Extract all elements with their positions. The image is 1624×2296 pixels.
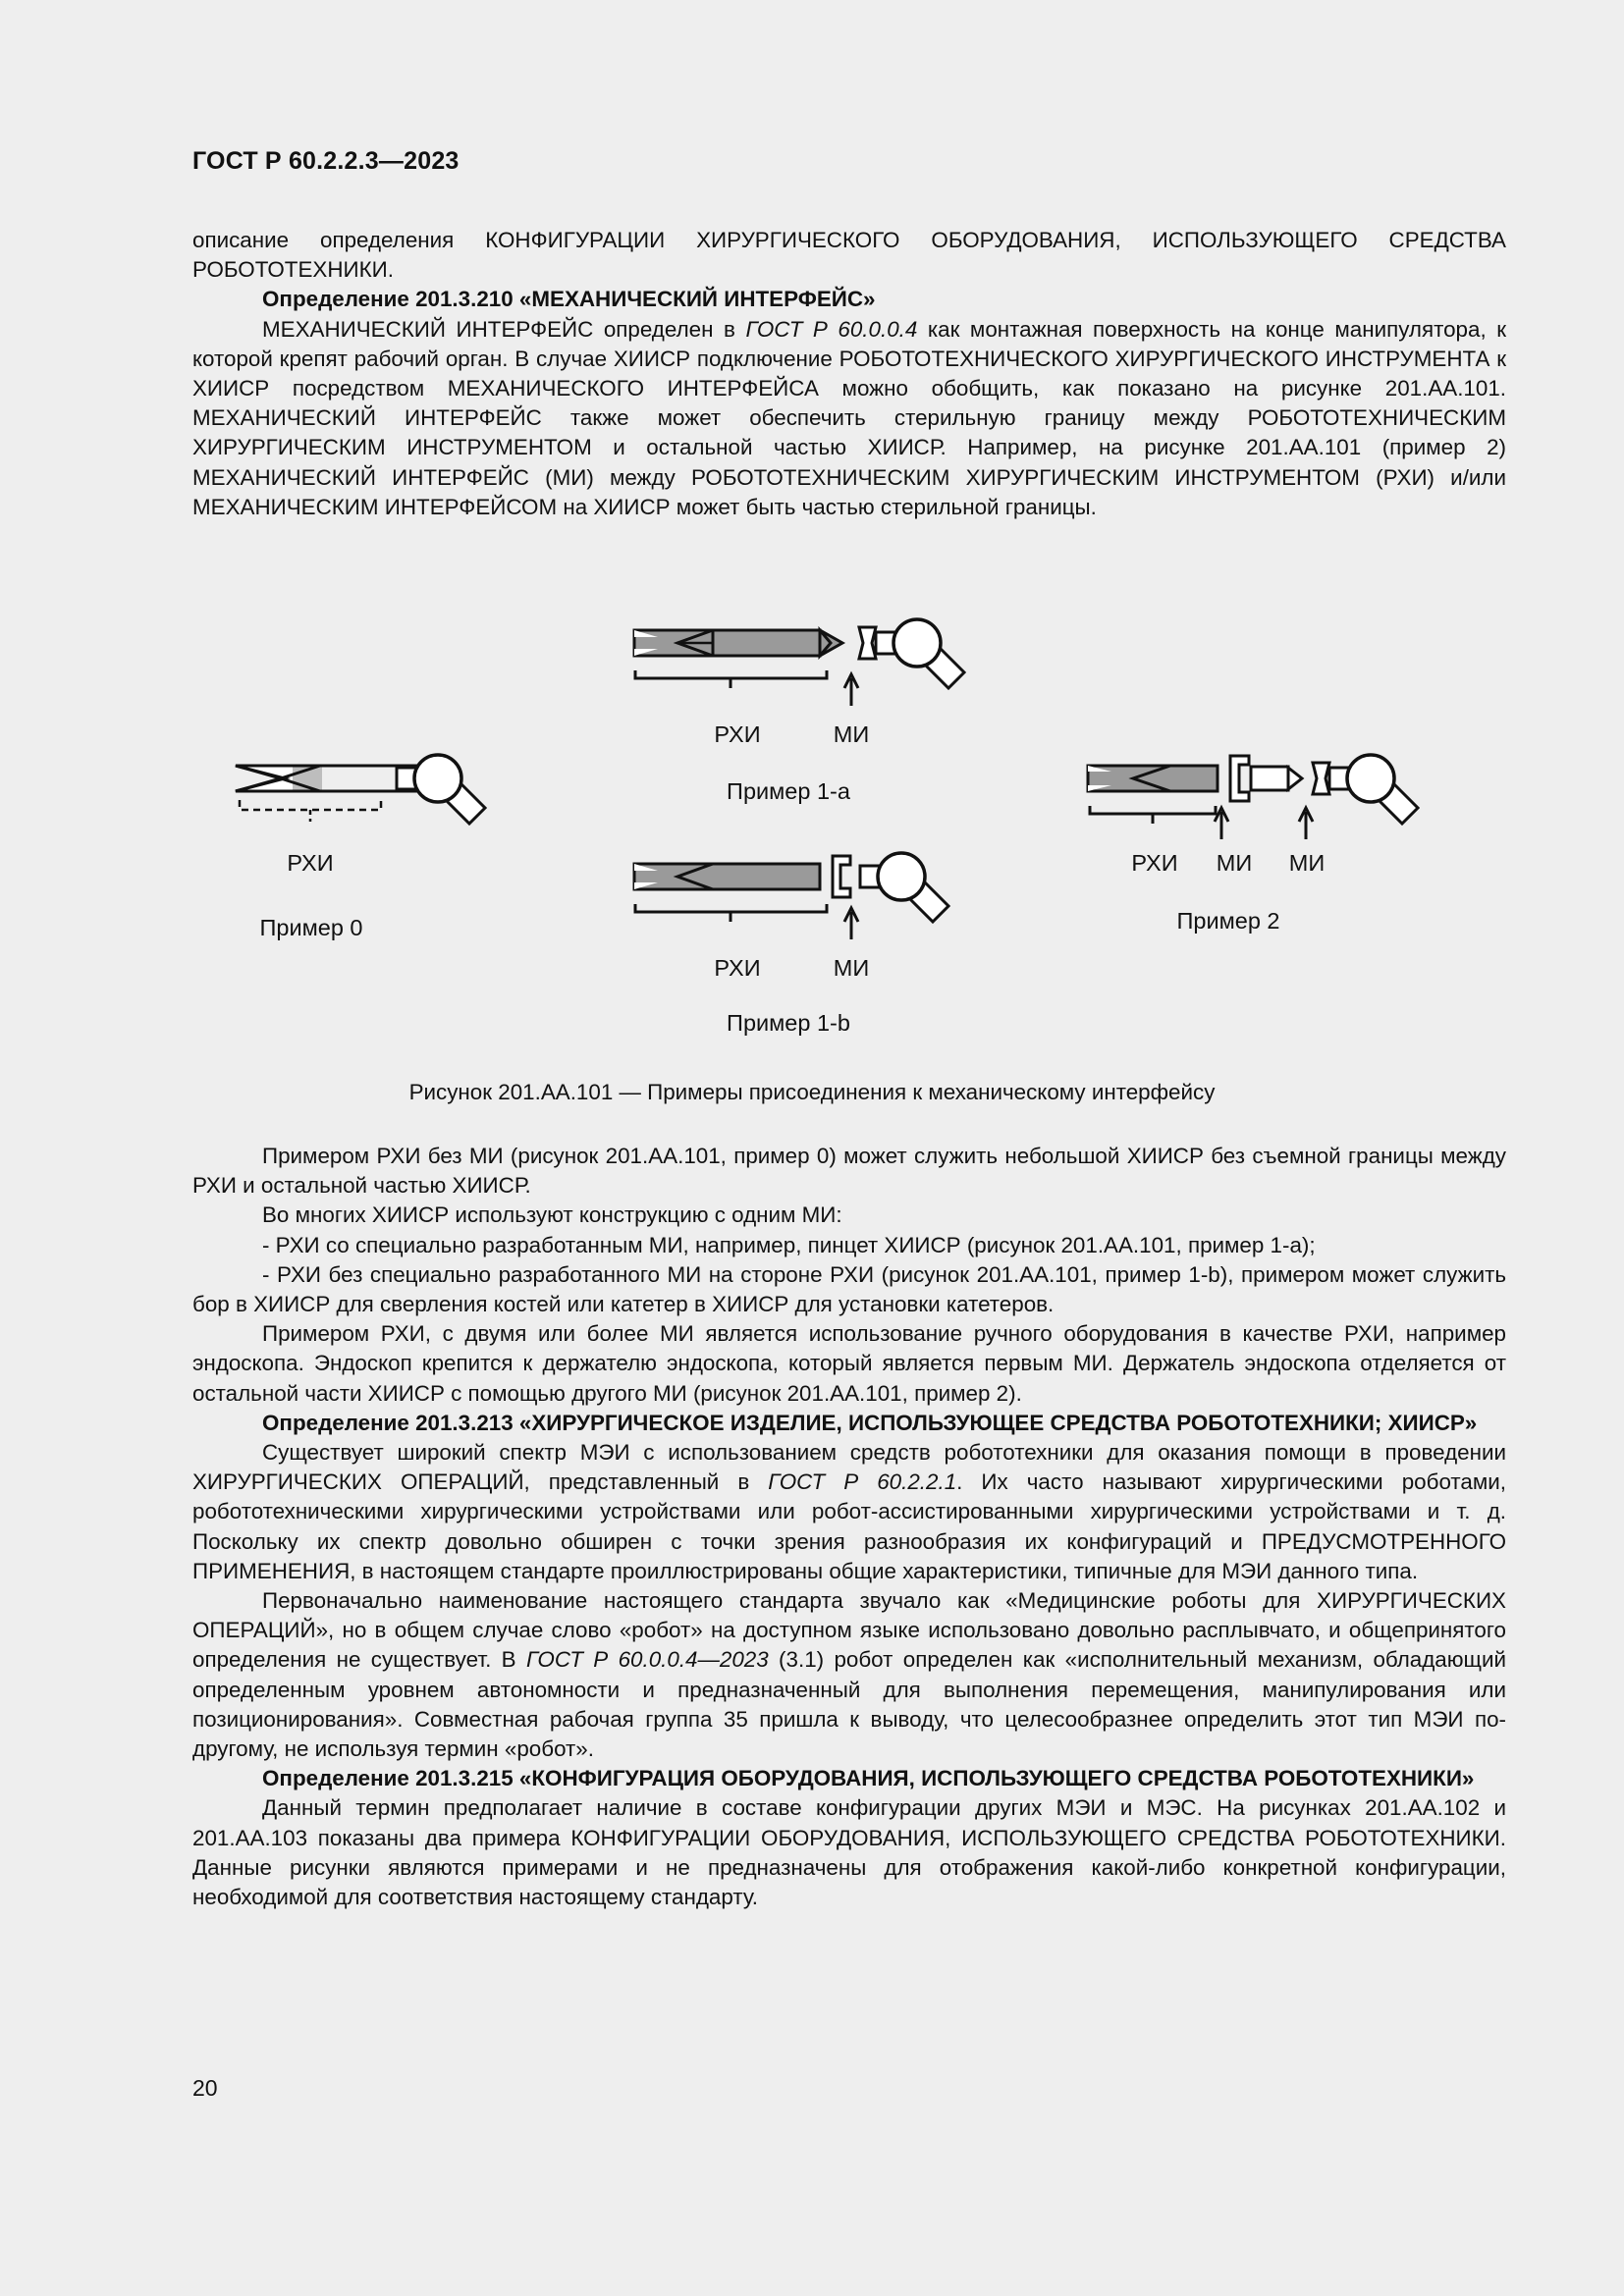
paragraph: Во многих ХИИСР используют конструкцию с одним МИ: bbox=[262, 1202, 842, 1228]
example-1a-drawing bbox=[634, 619, 964, 706]
label-mi-2a: МИ bbox=[1216, 850, 1253, 876]
paragraph: МЕХАНИЧЕСКИЙ ИНТЕРФЕЙС определен в ГОСТ Р 60.0.0.4 как монтажная поверхность на конце манипулятора, к которой крепят рабочий орган. В случае ХИИСР подключение РОБОТОТЕХНИЧЕСКОГО ХИРУРГИЧЕСКОГО ИНСТРУМЕНТА к ХИИСР посредством МЕХАНИЧЕСКОГО ИНТЕРФЕЙСА можно обобщить, как показано на рисунке 201.AA.101. МЕХАНИЧЕСКИЙ ИНТЕРФЕЙС также может обеспечить стерильную границу между РОБОТОТЕХНИЧЕСКИМ ХИРУРГИЧЕСКИМ ИНСТРУМЕНТОМ и остальной частью ХИИСР. Например, на рисунке 201.AA.101 (пример 2) МЕХАНИЧЕСКИЙ ИНТЕРФЕЙС (МИ) между РОБОТОТЕХНИЧЕСКИМ ХИРУРГИЧЕСКИМ ИНСТРУМЕНТОМ (РХИ) и/или МЕХАНИЧЕСКИМ ИНТЕРФЕЙСОМ на ХИИСР может быть частью стерильной границы. bbox=[192, 316, 1507, 519]
figure-drawing bbox=[196, 574, 1512, 1065]
example-0-drawing bbox=[236, 755, 485, 824]
paragraph: Первоначально наименование настоящего стандарта звучало как «Медицинские роботы для ХИРУРГИЧЕСКИХ ОПЕРАЦИЙ», но в общем случае слово «робот» на доступном языке использовано довольно расплывчато, и общепринятого определения не существует. В ГОСТ Р 60.0.0.4—2023 (3.1) робот определен как «исполнительный механизм, обладающий определенным уровнем автономности и предназначенный для выполнения перемещения, манипулирования или позиционирования». Совместная рабочая группа 35 пришла к выводу, что целесообразнее определить этот тип МЭИ по-другому, не используя термин «робот». bbox=[192, 1588, 1506, 1762]
label-rhi-0: РХИ bbox=[287, 850, 334, 876]
figure-mechanical-interface bbox=[196, 574, 1512, 1104]
list-item: - РХИ без специально разработанного МИ на стороне РХИ (рисунок 201.AA.101, пример 1-b), примером может служить бор в ХИИСР для сверления костей или катетер в ХИИСР для установки катетеров. bbox=[192, 1261, 1506, 1317]
definition-heading: Определение 201.3.215 «КОНФИГУРАЦИЯ ОБОРУДОВАНИЯ, ИСПОЛЬЗУЮЩЕГО СРЕДСТВА РОБОТОТЕХНИКИ» bbox=[262, 1766, 1475, 1791]
label-mi-2b: МИ bbox=[1288, 850, 1326, 876]
document-header: ГОСТ Р 60.2.2.3—2023 bbox=[192, 147, 460, 175]
list-item: - РХИ со специально разработанным МИ, например, пинцет ХИИСР (рисунок 201.AA.101, пример 1-a); bbox=[262, 1232, 1316, 1257]
label-rhi-2: РХИ bbox=[1131, 850, 1178, 876]
label-rhi-1a: РХИ bbox=[714, 721, 761, 747]
text-block-top bbox=[192, 226, 1506, 522]
standard-reference: ГОСТ Р 60.2.2.1 bbox=[768, 1469, 957, 1495]
paragraph: Существует широкий спектр МЭИ с использованием средств робототехники для оказания помощи в проведении ХИРУРГИЧЕСКИХ ОПЕРАЦИЙ, представленный в ГОСТ Р 60.2.2.1. Их часто называют хирургическими роботами, робототехническими хирургическими устройствами или робот-ассистированными хирургическими устройствами и т. д. Поскольку их спектр довольно обширен с точки зрения разнообразия их конфигураций и ПРЕДУСМОТРЕННОГО ПРИМЕНЕНИЯ, в настоящем стандарте проиллюстрированы общие характеристики, типичные для МЭИ данного типа. bbox=[192, 1440, 1506, 1583]
label-rhi-1b: РХИ bbox=[714, 955, 761, 981]
standard-reference: ГОСТ Р 60.0.0.4 bbox=[745, 316, 918, 342]
figure-caption: Рисунок 201.AA.101 — Примеры присоединения к механическому интерфейсу bbox=[408, 1080, 1216, 1104]
paragraph: Примером РХИ без МИ (рисунок 201.AA.101, пример 0) может служить небольшой ХИИСР без съемной границы между РХИ и остальной частью ХИИСР. bbox=[192, 1144, 1506, 1199]
paragraph: Данный термин предполагает наличие в составе конфигурации других МЭИ и МЭС. На рисунках 201.AA.102 и 201.AA.103 показаны два примера КОНФИГУРАЦИИ ОБОРУДОВАНИЯ, ИСПОЛЬЗУЮЩЕГО СРЕДСТВА РОБОТОТЕХНИКИ. Данные рисунки являются примерами и не предназначены для отображения какой-либо конкретной конфигурации, необходимой для соответствия настоящему стандарту. bbox=[192, 1795, 1506, 1910]
definition-heading: Определение 201.3.213 «ХИРУРГИЧЕСКОЕ ИЗДЕЛИЕ, ИСПОЛЬЗУЮЩЕЕ СРЕДСТВА РОБОТОТЕХНИКИ; ХИИСР» bbox=[262, 1410, 1478, 1435]
paragraph: Примером РХИ, с двумя или более МИ является использование ручного оборудования в качестве РХИ, например эндоскопа. Эндоскоп крепится к держателю эндоскопа, который является первым МИ. Держатель эндоскопа отделяется от остальной части ХИИСР с помощью другого МИ (рисунок 201.AA.101, пример 2). bbox=[192, 1321, 1506, 1406]
example-2-drawing bbox=[1088, 755, 1418, 839]
standard-reference: ГОСТ Р 60.0.0.4—2023 bbox=[525, 1647, 769, 1673]
example-1b-drawing bbox=[634, 853, 948, 939]
label-example-0: Пример 0 bbox=[259, 915, 363, 940]
text-block-bottom bbox=[192, 1142, 1506, 1912]
label-example-1a: Пример 1-a bbox=[727, 778, 850, 804]
label-mi-1a: МИ bbox=[833, 721, 870, 747]
label-example-1b: Пример 1-b bbox=[727, 1010, 850, 1036]
label-mi-1b: МИ bbox=[833, 955, 870, 981]
definition-heading: Определение 201.3.210 «МЕХАНИЧЕСКИЙ ИНТЕРФЕЙС» bbox=[262, 287, 876, 312]
paragraph: описание определения КОНФИГУРАЦИИ ХИРУРГИЧЕСКОГО ОБОРУДОВАНИЯ, ИСПОЛЬЗУЮЩЕГО СРЕДСТВА РОБОТОТЕХНИКИ. bbox=[192, 228, 1506, 283]
label-example-2: Пример 2 bbox=[1176, 908, 1280, 934]
page-number: 20 bbox=[192, 2075, 218, 2101]
